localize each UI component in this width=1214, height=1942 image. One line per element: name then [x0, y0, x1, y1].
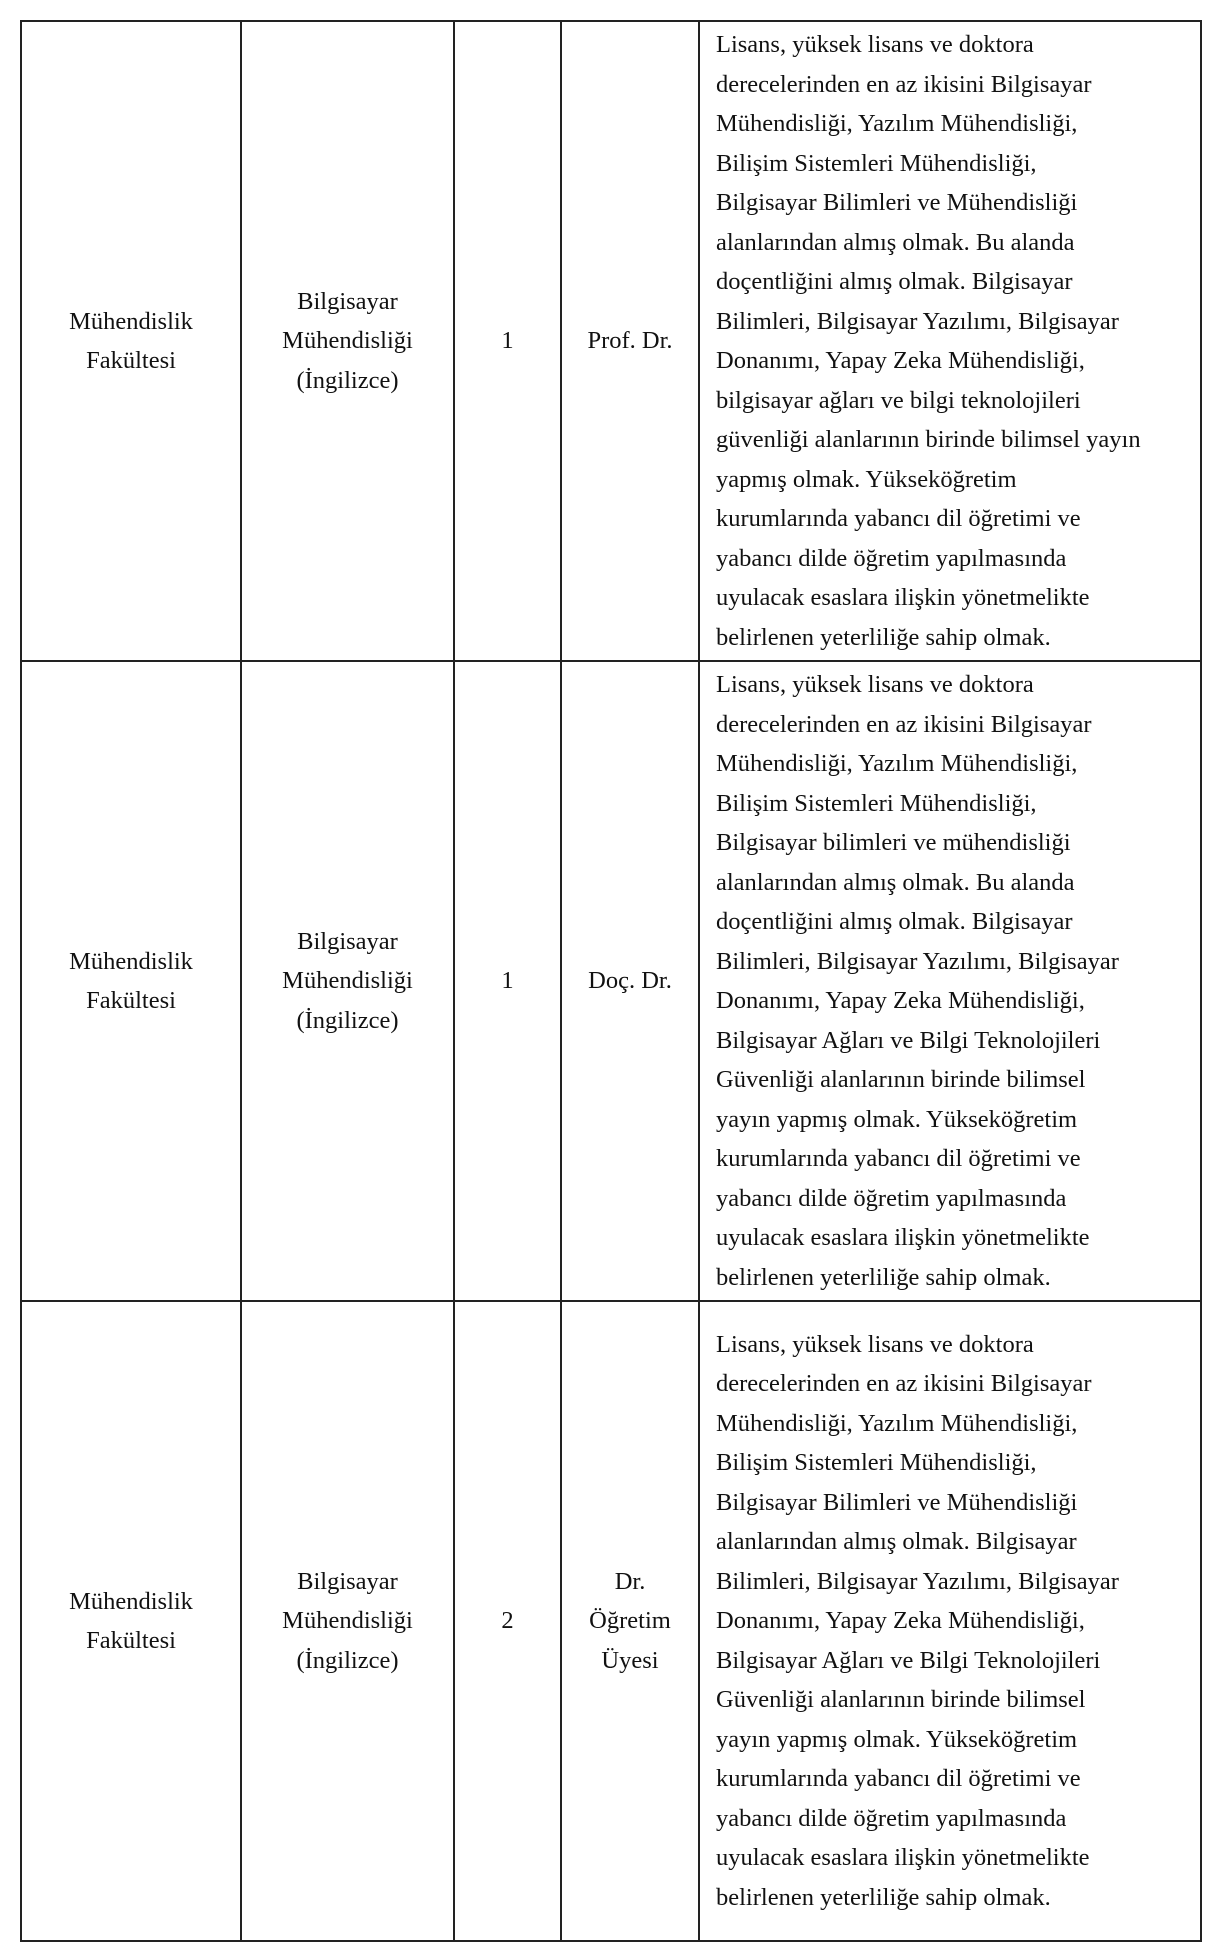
faculty-line: Fakültesi	[86, 987, 176, 1014]
academic-title: Dr.	[614, 1567, 646, 1595]
count-cell	[454, 661, 561, 1301]
requirement-line: Bilgisayar Bilimleri ve Mühendisliği	[716, 1488, 1078, 1516]
department-cell	[241, 1301, 454, 1941]
requirement-line: yabancı dilde öğretim yapılmasında	[716, 1184, 1067, 1212]
requirement-line: derecelerinden en az ikisini Bilgisayar	[716, 710, 1092, 738]
table-row	[21, 21, 1201, 661]
requirement-line: doçentliğini almış olmak. Bilgisayar	[716, 268, 1073, 295]
requirement-line: uyulacak esaslara ilişkin yönetmelikte	[716, 584, 1090, 611]
position-count: 1	[501, 327, 514, 355]
requirement-line: uyulacak esaslara ilişkin yönetmelikte	[716, 1844, 1090, 1872]
position-count: 1	[501, 967, 514, 995]
requirements-cell	[699, 21, 1201, 661]
faculty-line: Mühendislik	[69, 947, 193, 975]
department-line: Bilgisayar	[297, 287, 398, 315]
requirements-text	[716, 1325, 1192, 1918]
requirement-line: Bilişim Sistemleri Mühendisliği,	[716, 789, 1037, 817]
requirement-line: Bilimleri, Bilgisayar Yazılımı, Bilgisayar	[716, 307, 1119, 335]
faculty-line: Mühendislik	[69, 1587, 193, 1615]
requirement-line: Mühendisliği, Yazılım Mühendisliği,	[716, 750, 1078, 777]
department-line: Mühendisliği	[282, 1607, 413, 1635]
requirement-line: Bilişim Sistemleri Mühendisliği,	[716, 1449, 1037, 1477]
position-count: 2	[501, 1607, 514, 1635]
requirement-line: Lisans, yüksek lisans ve doktora	[716, 31, 1034, 58]
requirements-cell	[699, 661, 1201, 1301]
requirement-line: alanlarından almış olmak. Bu alanda	[716, 868, 1075, 896]
requirement-line: alanlarından almış olmak. Bu alanda	[716, 228, 1075, 256]
requirement-line: Lisans, yüksek lisans ve doktora	[716, 1330, 1034, 1358]
requirement-line: Mühendisliği, Yazılım Mühendisliği,	[716, 110, 1078, 137]
department-line: Mühendisliği	[282, 967, 413, 995]
requirement-line: Güvenliği alanlarının birinde bilimsel	[716, 1066, 1086, 1093]
faculty-cell	[21, 1301, 241, 1941]
title-cell	[561, 1301, 699, 1941]
requirement-line: belirlenen yeterliliğe sahip olmak.	[716, 623, 1051, 651]
requirement-line: Bilişim Sistemleri Mühendisliği,	[716, 149, 1037, 177]
faculty-line: Mühendislik	[69, 307, 193, 335]
department-line: (İngilizce)	[296, 1006, 399, 1034]
requirement-line: Güvenliği alanlarının birinde bilimsel	[716, 1686, 1086, 1714]
department-cell	[241, 21, 454, 661]
requirement-line: derecelerinden en az ikisini Bilgisayar	[716, 70, 1092, 98]
requirement-line: kurumlarında yabancı dil öğretimi ve	[716, 1765, 1081, 1793]
requirement-line: yayın yapmış olmak. Yükseköğretim	[716, 1725, 1078, 1753]
positions-table	[20, 20, 1202, 1942]
academic-title: Üyesi	[601, 1646, 659, 1674]
requirement-line: belirlenen yeterliliğe sahip olmak.	[716, 1263, 1051, 1291]
faculty-cell	[21, 21, 241, 661]
requirement-line: yabancı dilde öğretim yapılmasında	[716, 1804, 1067, 1832]
requirement-line: doçentliğini almış olmak. Bilgisayar	[716, 908, 1073, 935]
requirement-line: Mühendisliği, Yazılım Mühendisliği,	[716, 1409, 1078, 1437]
department-line: Mühendisliği	[282, 327, 413, 355]
title-cell	[561, 21, 699, 661]
requirements-text	[716, 25, 1192, 657]
requirement-line: Donanımı, Yapay Zeka Mühendisliği,	[716, 1607, 1085, 1635]
requirement-line: alanlarından almış olmak. Bilgisayar	[716, 1528, 1077, 1556]
department-line: Bilgisayar	[297, 927, 398, 955]
requirement-line: bilgisayar ağları ve bilgi teknolojileri	[716, 386, 1081, 414]
department-line: Bilgisayar	[297, 1567, 398, 1595]
requirement-line: yabancı dilde öğretim yapılmasında	[716, 544, 1067, 572]
academic-title: Doç. Dr.	[588, 967, 672, 995]
requirement-line: belirlenen yeterliliğe sahip olmak.	[716, 1883, 1051, 1911]
count-cell	[454, 21, 561, 661]
title-cell	[561, 661, 699, 1301]
requirement-line: Donanımı, Yapay Zeka Mühendisliği,	[716, 987, 1085, 1014]
requirement-line: derecelerinden en az ikisini Bilgisayar	[716, 1370, 1092, 1398]
requirement-line: Bilgisayar bilimleri ve mühendisliği	[716, 829, 1071, 856]
faculty-line: Fakültesi	[86, 347, 176, 374]
table-row	[21, 661, 1201, 1301]
requirement-line: yayın yapmış olmak. Yükseköğretim	[716, 1105, 1078, 1133]
positions-table-body	[21, 21, 1201, 1941]
faculty-cell	[21, 661, 241, 1301]
requirement-line: yapmış olmak. Yükseköğretim	[716, 465, 1017, 493]
department-line: (İngilizce)	[296, 1646, 399, 1674]
department-line: (İngilizce)	[296, 366, 399, 394]
requirements-cell	[699, 1301, 1201, 1941]
academic-title: Prof. Dr.	[587, 327, 673, 355]
requirement-line: Donanımı, Yapay Zeka Mühendisliği,	[716, 347, 1085, 374]
requirement-line: Bilimleri, Bilgisayar Yazılımı, Bilgisayar	[716, 1567, 1119, 1595]
requirement-line: Bilgisayar Ağları ve Bilgi Teknolojileri	[716, 1646, 1101, 1674]
requirements-text	[716, 665, 1192, 1297]
requirement-line: kurumlarında yabancı dil öğretimi ve	[716, 505, 1081, 532]
faculty-line: Fakültesi	[86, 1627, 176, 1654]
requirement-line: Bilgisayar Ağları ve Bilgi Teknolojileri	[716, 1026, 1101, 1054]
table-row	[21, 1301, 1201, 1941]
requirement-line: uyulacak esaslara ilişkin yönetmelikte	[716, 1224, 1090, 1251]
requirement-line: Bilimleri, Bilgisayar Yazılımı, Bilgisayar	[716, 947, 1119, 975]
requirement-line: kurumlarında yabancı dil öğretimi ve	[716, 1145, 1081, 1172]
requirement-line: Lisans, yüksek lisans ve doktora	[716, 671, 1034, 698]
count-cell	[454, 1301, 561, 1941]
requirement-line: güvenliği alanlarının birinde bilimsel yayın	[716, 426, 1141, 453]
requirement-line: Bilgisayar Bilimleri ve Mühendisliği	[716, 189, 1078, 216]
department-cell	[241, 661, 454, 1301]
academic-title: Öğretim	[589, 1607, 671, 1635]
